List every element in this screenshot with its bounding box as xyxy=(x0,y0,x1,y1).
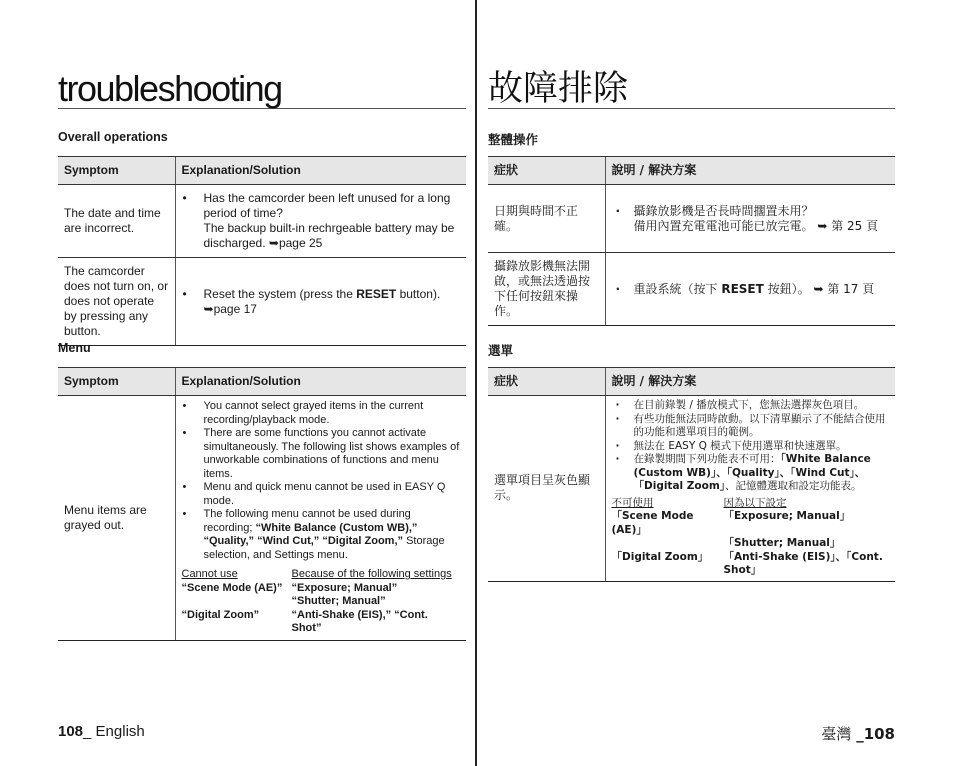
page-divider xyxy=(475,0,477,766)
page-number: 108 xyxy=(58,723,84,740)
list-item: · 在錄製期間下列功能表不可用：「White Balance (Custom WB)」、「Quality」、「Wind Cut」、「Digital Zoom」、記憶體選取和設定功能表。 xyxy=(612,453,890,494)
combo-cell: “Exposure; Manual” xyxy=(291,581,398,594)
list-item: • The following menu cannot be used during recording; “White Balance (Custom WB),” “Quality,” “Wind Cut,” “Digital Zoom,” Storage selection, and Settings menu. xyxy=(182,508,461,562)
symptom-cell: The camcorder does not turn on, or does not operate by pressing any button. xyxy=(58,258,175,346)
overall-table-zh xyxy=(488,156,895,326)
symptom-cell: Menu items are grayed out. xyxy=(58,396,175,641)
footer-language: 臺灣 xyxy=(821,725,857,743)
arrow-icon: ➥ xyxy=(813,281,824,296)
combo-cell xyxy=(182,595,292,609)
page-ref-link[interactable]: 第 17 頁 xyxy=(827,281,875,296)
solution-cell xyxy=(175,396,466,641)
table-row xyxy=(488,253,895,326)
list-item: · 重設系統（按下 RESET 按鈕）。 ➥ 第 17 頁 xyxy=(612,282,890,297)
combo-cell: 「Anti-Shake (EIS)」、「Cont. Shot」 xyxy=(723,550,883,576)
header-explanation: Explanation/Solution xyxy=(175,368,466,396)
table-row xyxy=(58,396,466,641)
combo-cell: “Scene Mode (AE)” xyxy=(181,581,283,594)
page-title-en: troubleshooting xyxy=(58,70,466,109)
solution-cell xyxy=(605,396,895,582)
combo-cell: 「Exposure; Manual」 xyxy=(723,510,851,522)
solution-cell xyxy=(605,253,895,326)
table-row xyxy=(58,258,466,346)
page-ref-link[interactable]: 第 25 頁 xyxy=(831,218,879,233)
combo-head-because: Because of the following settings xyxy=(291,568,452,580)
table-row xyxy=(488,396,895,582)
combo-cell: 「Scene Mode (AE)」 xyxy=(611,510,694,536)
list-item: · 攝錄放影機是否長時間擱置未用？ 備用內置充電電池可能已放完電。 ➥ 第 25 頁 xyxy=(612,204,890,234)
list-item: · 在目前錄製 / 播放模式下，您無法選擇灰色項目。 xyxy=(612,399,890,413)
reset-label: RESET xyxy=(356,286,397,301)
combo-cell xyxy=(612,537,724,551)
list-item: • Menu and quick menu cannot be used in EASY Q mode. xyxy=(182,481,461,508)
symptom-cell: 攝錄放影機無法開啟，或無法透過按下任何按鈕來操作。 xyxy=(488,253,605,326)
header-symptom: Symptom xyxy=(58,368,175,396)
page-ref-link[interactable]: page 25 xyxy=(278,236,323,250)
list-item: • There are some functions you cannot activate simultaneously. The following list shows examples of unworkable combinations of functions and menu items. xyxy=(182,427,461,481)
solution-cell xyxy=(175,258,466,346)
page-title-zh: 故障排除 xyxy=(488,70,895,109)
combination-list xyxy=(182,568,461,636)
solution-cell xyxy=(605,185,895,253)
arrow-icon: ➥ xyxy=(817,218,828,233)
combo-cell: 「Shutter; Manual」 xyxy=(723,537,841,549)
arrow-icon: ➥ xyxy=(268,236,279,250)
section-heading-overall-zh: 整體操作 xyxy=(488,132,539,147)
menu-table-zh xyxy=(488,367,895,582)
combination-list-zh xyxy=(612,497,890,578)
arrow-icon: ➥ xyxy=(203,301,214,316)
page-number: _108 xyxy=(856,725,895,743)
combo-cell: “Shutter; Manual” xyxy=(291,595,386,607)
header-explanation: 說明 / 解決方案 xyxy=(605,157,895,185)
combo-cell: 「Digital Zoom」 xyxy=(611,550,709,563)
header-symptom: 症狀 xyxy=(488,157,605,185)
solution-cell xyxy=(175,185,466,258)
list-item: · 有些功能無法同時啟動。以下清單顯示了不能結合使用的功能和選單項目的範例。 xyxy=(612,413,890,440)
header-explanation: 說明 / 解決方案 xyxy=(605,368,895,396)
list-item: · 無法在 EASY Q 模式下使用選單和快速選單。 xyxy=(612,440,890,454)
list-item: • Has the camcorder been left unused for a long period of time? The backup built-in rechrgeable battery may be discharged. ➥page 25 xyxy=(182,191,461,251)
combo-head-cannot: 不可使用 xyxy=(611,496,654,509)
header-explanation: Explanation/Solution xyxy=(175,157,466,185)
footer-zh xyxy=(821,723,895,744)
table-row xyxy=(488,185,895,253)
reset-label: RESET xyxy=(721,281,764,296)
page-ref-link[interactable]: page 17 xyxy=(213,301,257,316)
combo-head-cannot: Cannot use xyxy=(181,568,238,580)
section-heading-menu: Menu xyxy=(58,341,91,355)
list-item: • Reset the system (press the RESET button). ➥page 17 xyxy=(182,287,461,317)
section-heading-overall: Overall operations xyxy=(58,130,168,144)
section-heading-menu-zh: 選單 xyxy=(488,343,514,358)
list-item: • You cannot select grayed items in the current recording/playback mode. xyxy=(182,400,461,427)
symptom-cell: 選單項目呈灰色顯示。 xyxy=(488,396,605,582)
footer-en xyxy=(58,723,145,740)
symptom-cell: The date and time are incorrect. xyxy=(58,185,175,258)
header-symptom: Symptom xyxy=(58,157,175,185)
footer-language: _ English xyxy=(83,723,145,740)
combo-head-because: 因為以下設定 xyxy=(723,496,787,509)
combo-cell: “Digital Zoom” xyxy=(181,608,260,621)
combo-cell: “Anti-Shake (EIS),” “Cont. Shot” xyxy=(291,608,428,634)
overall-table-en xyxy=(58,156,466,346)
table-row xyxy=(58,185,466,258)
menu-table-en xyxy=(58,367,466,641)
header-symptom: 症狀 xyxy=(488,368,605,396)
symptom-cell: 日期與時間不正確。 xyxy=(488,185,605,253)
